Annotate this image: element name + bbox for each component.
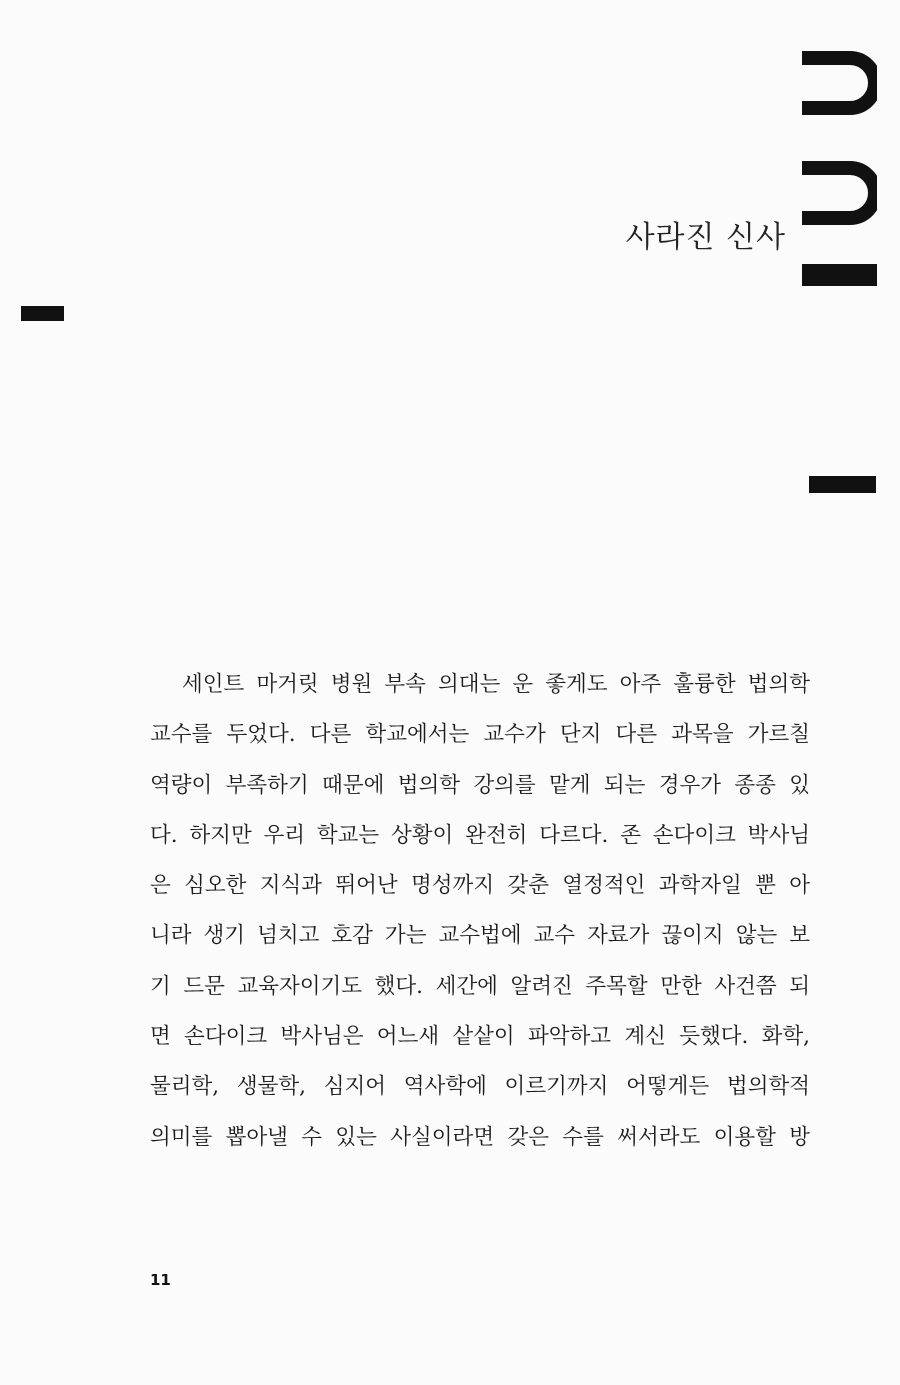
body-line: 은 심오한 지식과 뛰어난 명성까지 갖춘 열정적인 과학자일 뿐 아 <box>150 873 810 899</box>
left-decorative-bar <box>21 306 64 321</box>
body-paragraph <box>150 660 810 1163</box>
body-line: 교수를 두었다. 다른 학교에서는 교수가 단지 다른 과목을 가르칠 <box>150 722 810 748</box>
chapter-title: 사라진 신사 <box>625 220 786 255</box>
chapter-number <box>802 50 877 295</box>
body-line: 면 손다이크 박사님은 어느새 샅샅이 파악하고 계신 듯했다. 화학, <box>150 1024 810 1050</box>
page-number: 11 <box>150 1271 171 1289</box>
body-line: 세인트 마거릿 병원 부속 의대는 운 좋게도 아주 훌륭한 법의학 <box>182 672 810 697</box>
body-line: 의미를 뽑아낼 수 있는 사실이라면 갖은 수를 써서라도 이용할 방 <box>150 1124 810 1150</box>
body-line: 니라 생기 넘치고 호감 가는 교수법에 교수 자료가 끊이지 않는 보 <box>150 923 810 949</box>
body-line: 다. 하지만 우리 학교는 상황이 완전히 다르다. 존 손다이크 박사님 <box>150 822 810 848</box>
body-line: 물리학, 생물학, 심지어 역사학에 이르기까지 어떻게든 법의학적 <box>150 1074 810 1100</box>
right-decorative-bar <box>809 476 876 493</box>
body-line: 기 드문 교육자이기도 했다. 세간에 알려진 주목할 만한 사건쯤 되 <box>150 973 810 999</box>
body-line: 역량이 부족하기 때문에 법의학 강의를 맡게 되는 경우가 종종 있 <box>150 772 810 798</box>
